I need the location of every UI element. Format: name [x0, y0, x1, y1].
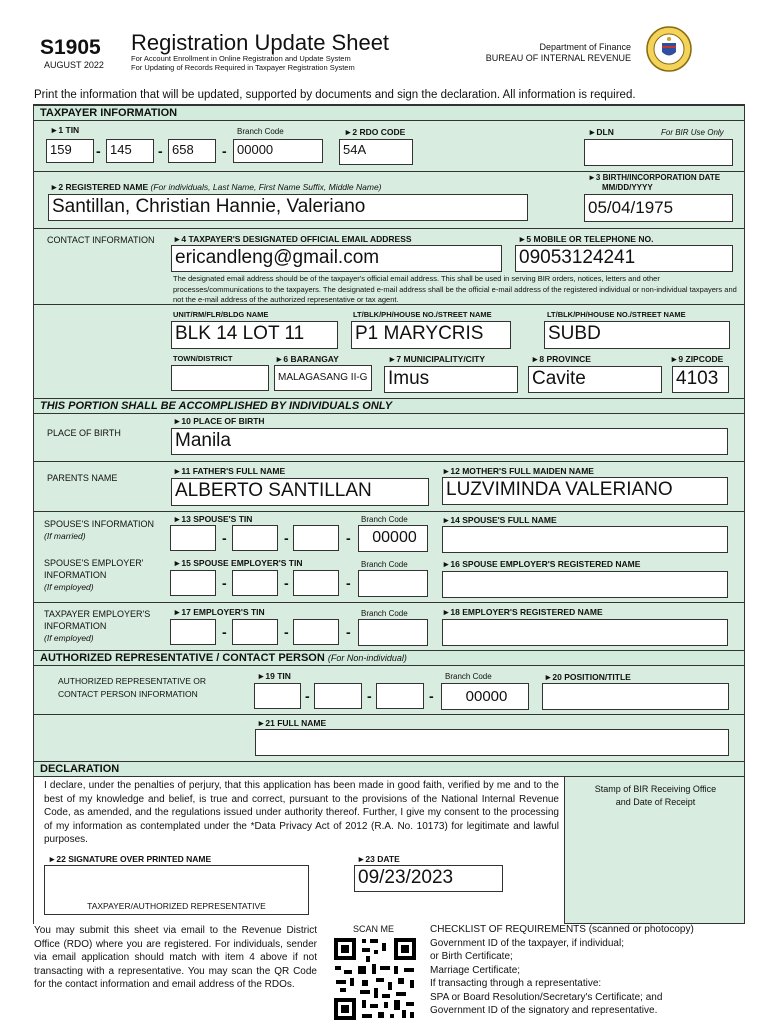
divider [34, 714, 744, 715]
tin-dash: - [96, 143, 101, 159]
signature-caption: TAXPAYER/AUTHORIZED REPRESENTATIVE [87, 901, 266, 911]
declaration-text: I declare, under the penalties of perjury, that this application has been made in good faith, verified by me and to the best of my knowledge and belief, is true and correct, pursuant to the provisions of the National Internal Revenue Code, as amended, and the regulations issued under authority thereof. Further, I give my consent to the processing of my information as contemplated under the *Data Privacy Act of 2012 (R.A. No. 10173) for legitimate and lawful purposes. [44, 780, 559, 846]
street2-label: LT/BLK/PH/HOUSE NO./STREET NAME [547, 310, 686, 319]
tin-dash: - [284, 530, 289, 546]
stamp-label-2: and Date of Receipt [615, 797, 696, 807]
rep-tin-label: ►19 TIN [257, 671, 291, 681]
spouse-employer-side-label: SPOUSE'S EMPLOYER' INFORMATION (If employed) [44, 558, 144, 592]
checklist-item: If transacting through a representative: [430, 978, 602, 989]
tin-part-1[interactable]: 159 [46, 139, 94, 163]
rep-branch-field[interactable]: 00000 [441, 683, 529, 710]
dln-field[interactable] [584, 139, 733, 166]
tin-dash: - [222, 624, 227, 640]
checklist-item: SPA or Board Resolution/Secretary's Certificate; and [430, 991, 663, 1003]
checklist-item: or Birth Certificate; [430, 951, 513, 962]
section-authorized-representative: AUTHORIZED REPRESENTATIVE / CONTACT PERSON (For Non-individual) [34, 650, 744, 666]
unit-label: UNIT/RM/FLR/BLDG NAME [173, 310, 269, 319]
town-field[interactable] [171, 365, 269, 391]
divider [34, 602, 744, 603]
checklist-item: Government ID of the taxpayer, if individual; [430, 937, 624, 949]
email-note: The designated email address should be of the taxpayer's official email address. This shall be used in serving BIR orders, notices, letters and other processes/communications to the taxpayers. The designated e-mail address shall be the official e-mail address of the registered individual or non-individual taxpayers and not the e-mail address of the authorized representative or tax agent. [173, 274, 737, 304]
spouse-employer-branch-field[interactable] [358, 570, 428, 597]
street2-field[interactable]: SUBD [544, 321, 730, 349]
instruction-text: Print the information that will be updated, supported by documents and sign the declaration. All information is required. [34, 89, 636, 101]
registration-form [33, 104, 745, 924]
barangay-label: ►6 BARANGAY [275, 354, 339, 364]
section-taxpayer-info: TAXPAYER INFORMATION [34, 105, 744, 121]
divider [34, 228, 744, 229]
registered-name-label: ►2 REGISTERED NAME (For individuals, Last Name, First Name Suffix, Middle Name) [50, 182, 382, 192]
tin-label: ►1 TIN [50, 125, 80, 135]
form-date: AUGUST 2022 [44, 60, 104, 70]
page-title: Registration Update Sheet [131, 30, 390, 55]
spouse-name-label: ►14 SPOUSE'S FULL NAME [442, 515, 557, 525]
rep-tin-1[interactable] [254, 683, 301, 709]
municipality-field[interactable]: Imus [384, 366, 518, 393]
mother-label: ►12 MOTHER'S FULL MAIDEN NAME [442, 466, 594, 476]
tin-dash: - [284, 624, 289, 640]
tin-dash: - [284, 575, 289, 591]
spouse-side-label: SPOUSE'S INFORMATION (If married) [44, 519, 155, 541]
rdo-code-label: ►2 RDO CODE [344, 127, 406, 137]
father-label: ►11 FATHER'S FULL NAME [173, 466, 286, 476]
email-label: ►4 TAXPAYER'S DESIGNATED OFFICIAL EMAIL ADDRESS [173, 234, 412, 244]
subtitle-1: For Account Enrollment in Online Registration and Update System [131, 54, 351, 63]
tin-dash: - [158, 143, 163, 159]
position-label: ►20 POSITION/TITLE [544, 672, 631, 682]
spouse-name-field[interactable] [442, 526, 728, 553]
unit-field[interactable]: BLK 14 LOT 11 [171, 321, 338, 349]
zipcode-field[interactable]: 4103 [672, 366, 729, 393]
tin-dash: - [222, 530, 227, 546]
parents-side-label: PARENTS NAME [47, 473, 118, 483]
position-field[interactable] [542, 683, 729, 710]
tin-dash: - [429, 688, 434, 704]
rep-tin-2[interactable] [314, 683, 362, 709]
signature-label: ►22 SIGNATURE OVER PRINTED NAME [48, 854, 212, 864]
branch-code-label: Branch Code [361, 515, 408, 524]
full-name-field[interactable] [255, 729, 729, 756]
spouse-employer-tin-label: ►15 SPOUSE EMPLOYER'S TIN [173, 558, 303, 568]
employer-name-label: ►18 EMPLOYER'S REGISTERED NAME [442, 607, 603, 617]
divider [34, 511, 744, 512]
subtitle-2: For Updating of Records Required in Taxpayer Registration System [131, 63, 355, 72]
checklist-item: Government ID of the signatory and representative. [430, 1005, 658, 1016]
municipality-label: ►7 MUNICIPALITY/CITY [388, 354, 486, 364]
tin-part-3[interactable]: 658 [168, 139, 216, 163]
branch-code-field[interactable]: 00000 [233, 139, 323, 163]
date-field[interactable]: 09/23/2023 [354, 865, 503, 892]
branch-code-label: Branch Code [237, 127, 284, 136]
tin-dash: - [367, 688, 372, 704]
employer-branch-field[interactable] [358, 619, 428, 646]
bir-use-only: For BIR Use Only [661, 128, 724, 137]
province-field[interactable]: Cavite [528, 366, 662, 393]
tin-dash: - [346, 575, 351, 591]
rdo-code-field[interactable]: 54A [339, 139, 413, 165]
section-individuals-only: THIS PORTION SHALL BE ACCOMPLISHED BY INDIVIDUALS ONLY [34, 398, 744, 414]
spouse-employer-name-label: ►16 SPOUSE EMPLOYER'S REGISTERED NAME [442, 559, 641, 569]
spouse-employer-tin-2[interactable] [232, 570, 278, 596]
scan-me-label: SCAN ME [353, 924, 395, 934]
place-of-birth-field[interactable]: Manila [171, 428, 728, 455]
dln-label: ►DLN [588, 127, 614, 137]
spouse-tin-3[interactable] [293, 525, 339, 551]
employer-tin-label: ►17 EMPLOYER'S TIN [173, 607, 265, 617]
father-field[interactable]: ALBERTO SANTILLAN [171, 478, 429, 506]
barangay-field[interactable]: MALAGASANG II-G [274, 365, 372, 391]
employer-tin-3[interactable] [293, 619, 339, 645]
representative-side-label: AUTHORIZED REPRESENTATIVE OR CONTACT PERSON INFORMATION [58, 676, 206, 699]
spouse-employer-tin-1[interactable] [170, 570, 216, 596]
spouse-tin-1[interactable] [170, 525, 216, 551]
zipcode-label: ►9 ZIPCODE [670, 354, 724, 364]
bir-seal-icon [642, 25, 696, 73]
place-of-birth-label: ►10 PLACE OF BIRTH [173, 416, 265, 426]
qr-code-icon[interactable] [332, 936, 418, 1022]
tin-dash: - [222, 143, 227, 159]
employer-side-label: TAXPAYER EMPLOYER'S INFORMATION (If employed) [44, 609, 151, 643]
birth-date-field[interactable]: 05/04/1975 [584, 194, 733, 222]
tin-dash: - [346, 624, 351, 640]
submit-instructions: You may submit this sheet via email to the Revenue District Office (RDO) where you are registered. For individuals, sender via email application should match with item 4 above if not transacting with a representative. You may scan the QR Code for the contact information and email address of the RDOs. [34, 925, 317, 990]
spouse-tin-label: ►13 SPOUSE'S TIN [173, 514, 253, 524]
stamp-label-1: Stamp of BIR Receiving Office [594, 784, 717, 794]
form-number: S1905 [40, 36, 101, 59]
branch-code-label: Branch Code [361, 560, 408, 569]
town-label: TOWN/DISTRICT [173, 354, 233, 363]
tin-dash: - [222, 575, 227, 591]
section-declaration: DECLARATION [34, 761, 744, 777]
spouse-tin-2[interactable] [232, 525, 278, 551]
spouse-employer-name-field[interactable] [442, 571, 728, 598]
contact-info-label: CONTACT INFORMATION [47, 235, 155, 245]
birth-date-format: MM/DD/YYYY [602, 183, 653, 192]
province-label: ►8 PROVINCE [531, 354, 591, 364]
spouse-branch-field[interactable]: 00000 [358, 525, 428, 552]
branch-code-label: Branch Code [445, 672, 492, 681]
agency-department: Department of Finance [539, 42, 631, 52]
street1-label: LT/BLK/PH/HOUSE NO./STREET NAME [353, 310, 492, 319]
checklist-title: CHECKLIST OF REQUIREMENTS (scanned or photocopy) [430, 924, 694, 935]
full-name-label: ►21 FULL NAME [257, 718, 327, 728]
email-field[interactable]: ericandleng@gmail.com [171, 245, 502, 272]
agency-bureau: BUREAU OF INTERNAL REVENUE [485, 53, 631, 63]
tin-dash: - [346, 530, 351, 546]
rep-tin-3[interactable] [376, 683, 424, 709]
street1-field[interactable]: P1 MARYCRIS [351, 321, 511, 349]
checklist [430, 923, 694, 1018]
tin-part-2[interactable]: 145 [106, 139, 154, 163]
checklist-item: Marriage Certificate; [430, 964, 521, 976]
employer-tin-1[interactable] [170, 619, 216, 645]
place-of-birth-side-label: PLACE OF BIRTH [47, 428, 121, 438]
branch-code-label: Branch Code [361, 609, 408, 618]
mobile-field[interactable]: 09053124241 [515, 245, 733, 272]
employer-tin-2[interactable] [232, 619, 278, 645]
tin-dash: - [305, 688, 310, 704]
date-label: ►23 DATE [357, 854, 400, 864]
mobile-label: ►5 MOBILE OR TELEPHONE NO. [518, 234, 654, 244]
registered-name-field[interactable]: Santillan, Christian Hannie, Valeriano [48, 194, 528, 221]
divider [34, 304, 744, 305]
birth-date-label: ►3 BIRTH/INCORPORATION DATE [588, 173, 721, 182]
spouse-employer-tin-3[interactable] [293, 570, 339, 596]
divider [34, 171, 744, 172]
mother-field[interactable]: LUZVIMINDA VALERIANO [442, 477, 728, 505]
divider [34, 461, 744, 462]
employer-name-field[interactable] [442, 619, 728, 646]
